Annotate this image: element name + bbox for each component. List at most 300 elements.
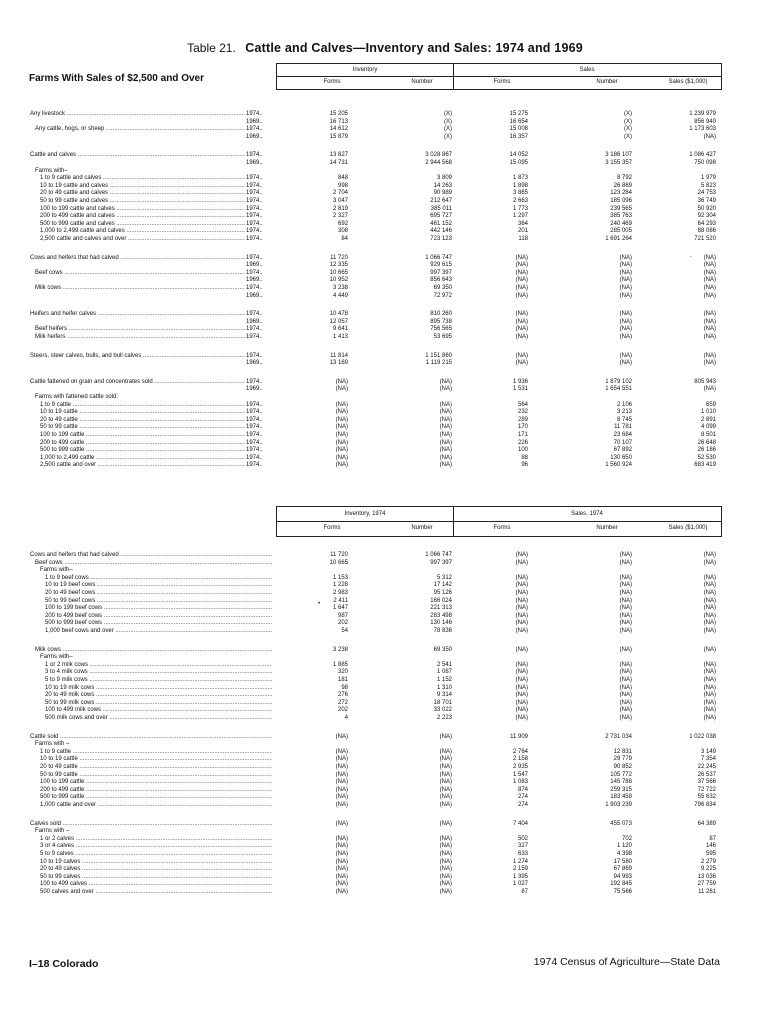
row-label: Cattle fattened on grain and concentrates sold ..... [30,378,245,386]
row-year: 1974.. [246,326,263,333]
row-year: 1974.. [246,198,263,204]
row-cell: 96 [521,462,528,469]
row-cell: 1 773 [512,205,528,212]
row-cell: 13 169 [329,360,348,367]
row-cell: 385 763 [610,213,632,220]
row-cell: (NA) [619,620,632,627]
row-label: 100 to 199 cattle and calves ..... [40,205,245,213]
row-year: 1974.. [246,409,263,416]
row-cell: (NA) [619,628,632,634]
row-label: Farms with– [35,167,68,174]
row-cell: 987 [337,612,348,619]
row-cell: 1 274 [512,858,528,865]
header-sales-value: Sales ($1,000) [668,79,708,85]
row-cell: 659 [705,401,716,408]
row-cell: 2 944 568 [425,160,452,166]
row-cell: 98 [341,684,348,691]
row-cell: (NA) [703,612,716,619]
row-year: 1974.. [246,236,263,242]
row-cell: 1 022 038 [689,733,716,740]
row-label: 100 to 499 milk cows ..... [45,706,272,714]
row-cell: (NA) [703,254,716,261]
row-cell: 53 695 [433,334,452,340]
row-cell: (NA) [335,802,348,808]
row-label: Cattle sold ..... [30,733,272,741]
row-label: 50 to 99 milk cows ..... [45,699,272,707]
row-cell: 15 275 [509,111,528,117]
row-year: 1974.. [246,311,263,318]
row-cell: 695 727 [430,213,452,220]
row-cell: 87 [709,835,716,842]
row-cell: (NA) [703,574,716,581]
row-cell: 895 738 [430,318,452,325]
row-cell: 14 052 [509,152,528,159]
row-cell: 805 943 [694,378,716,385]
row-cell: (NA) [619,334,632,340]
row-cell: 276 [337,692,348,699]
row-cell: 756 565 [430,326,452,333]
row-cell: (NA) [515,254,528,261]
row-cell: 15 879 [329,133,348,140]
row-year: 1974.. [246,424,263,431]
row-cell: 259 315 [610,786,632,793]
row-cell: (NA) [335,748,348,755]
row-cell: 166 024 [430,597,452,604]
row-label: 3 or 4 calves ..... [40,842,272,850]
row-label: 1,000 cattle and over ..... [40,801,272,809]
row-cell: 84 [341,236,348,242]
stray-mark: . [690,253,692,259]
row-cell: (NA) [335,756,348,763]
row-cell: 633 [517,851,528,857]
row-cell: (NA) [439,866,452,873]
row-label: 1,000 beef cows and over ..... [45,627,272,635]
row-cell: (X) [444,118,452,125]
row-cell: 90 852 [613,764,632,770]
row-cell: (NA) [335,873,348,880]
row-label: 50 to 99 beef cows ..... [45,597,272,605]
row-cell: 123 284 [610,190,632,197]
row-cell: 2 279 [700,858,716,865]
row-cell: 27 759 [697,881,716,888]
row-cell: 692 [337,220,348,227]
row-cell: (NA) [439,881,452,888]
row-cell: (NA) [703,559,716,566]
row-label: 200 to 499 cattle and calves ..... [40,212,245,220]
row-cell: (NA) [335,851,348,857]
row-cell: 1 119 215 [425,360,452,367]
row-cell: 24 753 [697,190,716,197]
row-cell: (NA) [439,424,452,431]
row-cell: 78 836 [433,628,452,634]
row-cell: (NA) [515,628,528,634]
row-label: 20 to 49 cattle and calves ..... [40,189,245,197]
row-label: Cattle and calves ..... [30,151,245,159]
row-cell: 750 098 [694,160,716,166]
row-label: 500 to 999 cattle ..... [40,446,245,454]
row-cell: (NA) [619,612,632,619]
row-cell: 67 869 [613,866,632,873]
row-cell: 26 186 [697,447,716,454]
row-label: Beef cows ..... [35,269,245,277]
row-cell: (NA) [439,748,452,755]
row-cell: (NA) [619,552,632,558]
row-cell: 29 779 [613,756,632,763]
row-cell: (NA) [515,352,528,359]
row-cell: 14 263 [433,182,452,189]
row-label: 50 to 99 calves ..... [40,873,272,881]
row-cell: 1 885 [332,661,348,668]
row-label: Milk cows ..... [35,284,245,292]
row-cell: 2 731 034 [605,733,632,740]
row-label: Calves sold ..... [30,820,272,828]
header-block-1 [276,63,722,90]
row-cell: 8 792 [616,175,632,182]
row-cell: (NA) [703,590,716,596]
row-cell: 2 541 [436,661,452,668]
row-year: 1969.. [246,262,263,269]
row-year: 1974.. [246,111,263,117]
row-cell: (NA) [515,277,528,284]
row-cell: 88 086 [697,228,716,235]
row-cell: (NA) [703,352,716,359]
row-cell: (NA) [439,843,452,850]
row-cell: (NA) [619,669,632,676]
row-label: 1 to 9 cattle ..... [40,748,272,756]
row-cell: (NA) [515,699,528,706]
row-cell: 702 [621,835,632,842]
row-cell: (NA) [515,677,528,683]
row-cell: 3 238 [332,646,348,653]
row-cell: (NA) [619,661,632,668]
row-cell: (NA) [515,285,528,291]
row-cell: 10 665 [329,269,348,276]
row-cell: (NA) [439,416,452,423]
header-sales-1974: Sales, 1974 [571,511,603,517]
row-cell: (NA) [619,574,632,581]
row-cell: (NA) [335,771,348,778]
row-cell: 1 560 924 [605,462,632,469]
row-cell: (X) [624,126,632,133]
row-cell: 1 153 [332,574,348,581]
row-label: Steers, steer calves, bulls, and bull calves ..... [30,352,245,360]
row-cell: (NA) [515,590,528,596]
row-year: 1969.. [246,277,263,284]
row-cell: (NA) [335,424,348,431]
row-cell: 14 731 [329,160,348,166]
row-year: 1974.. [246,401,263,408]
row-cell: 2 983 [332,590,348,596]
row-cell: 285 005 [610,228,632,235]
row-cell: (NA) [335,786,348,793]
row-label: 500 milk cows and over ..... [45,714,272,722]
row-cell: 16 357 [509,133,528,140]
row-cell: 274 [517,794,528,801]
row-cell: 1 310 [436,684,452,691]
row-label: 1 or 2 milk cows ..... [45,661,272,669]
row-cell: (NA) [619,360,632,367]
row-cell: 12 831 [613,748,632,755]
row-cell: (NA) [703,334,716,340]
row-label: 3 to 4 milk cows ..... [45,668,272,676]
row-year: 1969.. [246,160,263,166]
row-cell: (NA) [703,269,716,276]
row-label: 5 to 9 calves ..... [40,850,272,858]
row-cell: 5 312 [436,574,452,581]
row-cell: (NA) [619,715,632,721]
row-cell: (NA) [439,378,452,385]
row-year: 1969.. [246,133,263,140]
row-cell: (NA) [703,620,716,627]
row-cell: (NA) [619,590,632,596]
row-cell: (NA) [515,311,528,318]
row-cell: 1 120 [616,843,632,850]
table-row [0,627,770,635]
row-cell: (NA) [515,360,528,367]
row-cell: (NA) [703,326,716,333]
row-cell: (NA) [335,779,348,786]
row-cell: 88 [521,454,528,461]
row-cell: 26 648 [697,439,716,446]
row-cell: 15 095 [509,160,528,166]
table-title-text: Cattle and Calves—Inventory and Sales: 1974 and 1969 [245,41,583,55]
row-cell: 7 354 [700,756,716,763]
row-cell: (NA) [619,262,632,269]
row-cell: 1 086 427 [689,152,716,159]
row-cell: (NA) [335,386,348,393]
header-farms: Forms [323,525,341,531]
row-cell: (NA) [619,559,632,566]
row-cell: 4 099 [700,424,716,431]
row-cell: 1 027 [512,881,528,888]
header-inventory-1974: Inventory, 1974 [344,511,386,517]
row-cell: 23 684 [613,432,632,438]
row-cell: 998 [337,182,348,189]
row-cell: (NA) [439,786,452,793]
row-cell: (NA) [703,692,716,699]
row-year: 1974.. [246,205,263,212]
header-divider [277,76,721,77]
row-cell: (NA) [703,605,716,612]
row-cell: (X) [624,133,632,140]
row-label: Beef heifers ..... [35,325,245,333]
row-cell: 4 449 [332,292,348,299]
row-cell: 1 547 [512,771,528,778]
row-cell: (NA) [619,254,632,261]
row-year: 1974.. [246,175,263,182]
row-label: 100 to 199 cattle ..... [40,431,245,439]
row-cell: 320 [337,669,348,676]
row-cell: 997 397 [430,559,452,566]
row-cell: 364 [517,220,528,227]
table-row [0,888,770,896]
row-year: 1974.. [246,190,263,197]
row-cell: 118 [518,236,528,242]
row-cell: 240 469 [610,220,632,227]
row-cell: 146 [705,843,716,850]
row-cell: (NA) [619,292,632,299]
row-cell: (NA) [703,597,716,604]
row-label: Farms with– [40,567,73,574]
row-cell: 1 297 [512,213,528,220]
header-number: Number [411,525,433,531]
row-cell: (X) [444,126,452,133]
row-cell: 100 [517,447,528,454]
row-cell: 796 834 [694,802,716,808]
row-cell: (NA) [515,661,528,668]
row-cell: (NA) [703,318,716,325]
row-cell: 2 106 [616,401,632,408]
row-cell: 2 891 [700,416,716,423]
row-label: 100 to 499 calves ..... [40,880,272,888]
row-cell: 9 314 [436,692,452,699]
row-cell: 1 413 [332,334,348,340]
row-year: 1969.. [246,292,263,299]
row-cell: 2 159 [512,866,528,873]
row-label: 20 to 49 cattle ..... [40,763,272,771]
header-divider [277,521,721,522]
row-cell: 5 823 [700,182,716,189]
table-row [0,133,770,141]
row-cell: (NA) [439,858,452,865]
row-cell: (NA) [619,692,632,699]
row-cell: 1 010 [700,409,716,416]
row-cell: 3 155 357 [605,160,632,166]
header-sales-number: Number [596,79,618,85]
table-title [0,41,770,55]
row-cell: 874 [517,786,528,793]
row-cell: (NA) [619,582,632,589]
row-year: 1969.. [246,386,263,393]
row-cell: (NA) [515,574,528,581]
row-cell: (NA) [515,318,528,325]
row-cell: (NA) [515,326,528,333]
row-cell: (NA) [335,378,348,385]
row-cell: 1 066 747 [425,552,452,558]
row-cell: (NA) [439,462,452,469]
row-label: 20 to 49 cattle ..... [40,416,245,424]
row-cell: (NA) [439,779,452,786]
row-cell: (NA) [619,605,632,612]
row-cell: 15 205 [329,111,348,117]
row-cell: 4 398 [616,851,632,857]
row-cell: 2 158 [512,756,528,763]
row-cell: (NA) [619,684,632,691]
row-cell: (NA) [703,628,716,634]
row-cell: (NA) [439,835,452,842]
row-label: 50 to 99 cattle and calves ..... [40,197,245,205]
row-cell: 54 [341,628,348,634]
row-cell: 8 501 [700,432,716,438]
row-cell: 721 520 [694,236,716,242]
row-cell: 13 827 [329,152,348,159]
row-cell: 4 [344,715,348,721]
row-cell: (NA) [703,715,716,721]
row-cell: 2 764 [512,748,528,755]
row-cell: 327 [517,843,528,850]
row-cell: (NA) [619,311,632,318]
row-cell: 3 809 [436,175,452,182]
row-cell: (NA) [335,794,348,801]
row-cell: 11 720 [330,552,348,558]
row-cell: (NA) [335,820,348,827]
row-cell: (X) [444,111,452,117]
row-label: 20 to 49 calves ..... [40,865,272,873]
row-cell: (NA) [335,416,348,423]
row-cell: (NA) [703,661,716,668]
row-cell: (NA) [515,559,528,566]
row-year: 1974.. [246,454,263,461]
row-cell: 442 146 [430,228,452,235]
row-cell: 9 225 [700,866,716,873]
row-cell: 10 665 [329,559,348,566]
row-cell: (NA) [335,843,348,850]
row-cell: 308 [337,228,348,235]
row-label: 10 to 19 milk cows ..... [45,684,272,692]
header-inventory: Inventory [352,67,378,73]
row-cell: 2 411 [333,597,348,604]
row-cell: 232 [517,409,528,416]
table-subtitle: Farms With Sales of $2,500 and Over [29,73,204,84]
row-cell: (NA) [335,432,348,438]
row-cell: (NA) [515,269,528,276]
row-cell: (NA) [439,764,452,770]
row-cell: 274 [517,802,528,808]
row-cell: (NA) [619,352,632,359]
row-cell: 145 788 [610,779,632,786]
row-cell: (NA) [703,646,716,653]
header-sales-value: Sales ($1,000) [668,525,708,531]
row-cell: (NA) [515,646,528,653]
row-cell: 1 903 239 [605,802,632,808]
row-cell: (NA) [619,285,632,291]
row-cell: 856 643 [430,277,452,284]
row-cell: (NA) [619,699,632,706]
row-label: 500 to 999 cattle and calves ..... [40,220,245,228]
row-cell: (NA) [335,764,348,770]
row-cell: 94 993 [613,873,632,880]
row-label: 10 to 19 calves ..... [40,858,272,866]
row-cell: (NA) [703,386,716,393]
row-cell: 1 173 603 [689,126,716,133]
row-cell: (NA) [515,552,528,558]
header-block-2 [276,506,722,537]
row-cell: 1 898 [512,182,528,189]
row-cell: 3 186 107 [605,152,632,159]
row-label: Farms with – [35,828,70,835]
row-cell: 170 [517,424,528,431]
row-cell: 10 952 [329,277,348,284]
row-cell: 3 149 [700,748,716,755]
row-cell: (NA) [439,432,452,438]
row-cell: (X) [624,118,632,125]
row-year: 1974.. [246,228,263,235]
row-cell: (NA) [335,866,348,873]
row-year: 1974.. [246,447,263,454]
row-cell: 283 498 [430,612,452,619]
row-label: 200 to 499 beef cows ..... [45,612,272,620]
row-cell: 723 123 [430,236,452,242]
row-label: 1 to 9 beef cows ..... [45,574,272,582]
row-cell: (NA) [619,707,632,714]
row-cell: 289 [517,416,528,423]
row-cell: (NA) [439,771,452,778]
row-label: 2,500 cattle and calves and over ..... [40,235,245,243]
row-cell: 11 909 [510,733,528,740]
row-cell: 16 654 [509,118,528,125]
row-cell: (NA) [515,605,528,612]
row-year: 1974.. [246,126,263,133]
